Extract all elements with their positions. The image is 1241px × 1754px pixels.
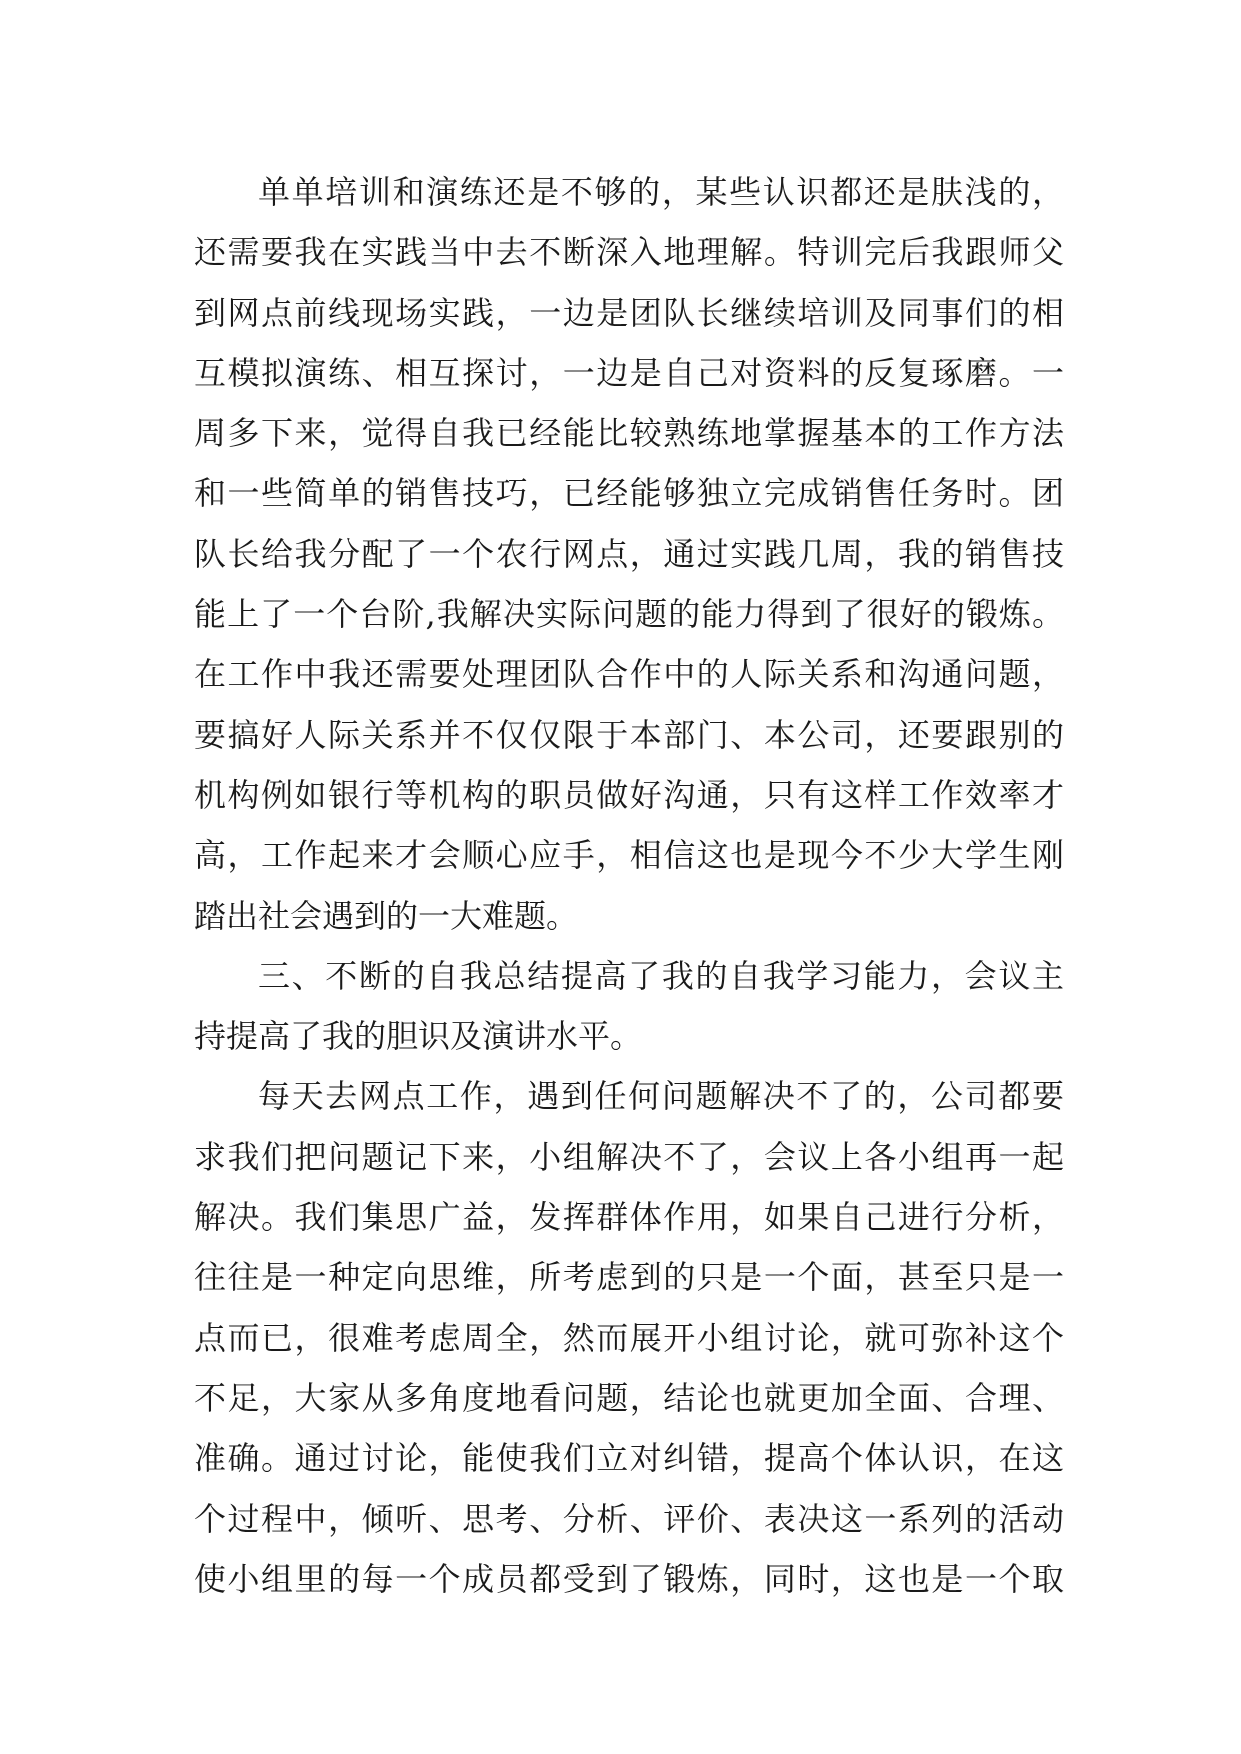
text-line: 到网点前线现场实践，一边是团队长继续培训及同事们的相 (194, 293, 1064, 332)
document-body (194, 162, 1064, 1609)
text-line: 持提高了我的胆识及演讲水平。 (194, 1017, 643, 1056)
text-line: 和一些简单的销售技巧，已经能够独立完成销售任务时。团 (194, 474, 1064, 513)
text-line: 在工作中我还需要处理团队合作中的人际关系和沟通问题， (194, 655, 1064, 694)
paragraph-3 (194, 1066, 1064, 1609)
text-line: 不足，大家从多角度地看问题，结论也就更加全面、合理、 (194, 1378, 1064, 1417)
text-line: 求我们把问题记下来，小组解决不了，会议上各小组再一起 (194, 1137, 1064, 1176)
text-line: 机构例如银行等机构的职员做好沟通，只有这样工作效率才 (194, 775, 1064, 814)
text-line: 队长给我分配了一个农行网点，通过实践几周，我的销售技 (194, 534, 1064, 573)
text-line: 个过程中，倾听、思考、分析、评价、表决这一系列的活动 (194, 1499, 1064, 1538)
text-line: 要搞好人际关系并不仅仅限于本部门、本公司，还要跟别的 (194, 715, 1064, 754)
text-line: 解决。我们集思广益，发挥群体作用，如果自己进行分析， (194, 1198, 1064, 1237)
text-line: 踏出社会遇到的一大难题。 (194, 896, 579, 935)
text-line: 三、不断的自我总结提高了我的自我学习能力，会议主 (258, 956, 1064, 995)
text-line: 还需要我在实践当中去不断深入地理解。特训完后我跟师父 (194, 233, 1064, 272)
text-line: 高，工作起来才会顺心应手，相信这也是现今不少大学生刚 (194, 836, 1064, 875)
text-line: 能上了一个台阶,我解决实际问题的能力得到了很好的锻炼。 (194, 595, 1064, 634)
text-line: 准确。通过讨论，能使我们立对纠错，提高个体认识，在这 (194, 1439, 1064, 1478)
text-line: 使小组里的每一个成员都受到了锻炼，同时，这也是一个取 (194, 1559, 1064, 1598)
text-line: 单单培训和演练还是不够的，某些认识都还是肤浅的， (258, 173, 1064, 211)
text-line: 往往是一种定向思维，所考虑到的只是一个面，甚至只是一 (194, 1258, 1064, 1297)
text-line: 点而已，很难考虑周全，然而展开小组讨论，就可弥补这个 (194, 1318, 1064, 1357)
text-line: 每天去网点工作，遇到任何问题解决不了的，公司都要 (258, 1077, 1064, 1116)
text-line: 互模拟演练、相互探讨，一边是自己对资料的反复琢磨。一 (194, 353, 1064, 392)
text-line: 周多下来，觉得自我已经能比较熟练地掌握基本的工作方法 (194, 414, 1064, 453)
paragraph-2 (194, 946, 1064, 1067)
paragraph-1 (194, 162, 1064, 946)
